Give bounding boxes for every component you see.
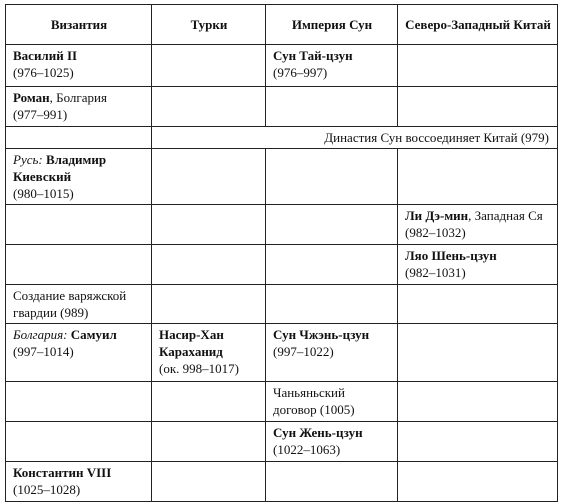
event-reunification: Династия Сун воссоединяет Китай (979): [152, 127, 558, 149]
ruler-name: Роман: [13, 90, 50, 105]
cell-northwest-china: [398, 382, 558, 422]
ruler-name: Владимир Киевский: [13, 152, 107, 184]
cell-turks: [152, 149, 266, 205]
cell-turks: [152, 462, 266, 502]
chronology-table: [5, 4, 558, 502]
ruler-years: (976–997): [273, 65, 328, 80]
cell-byzantium: [6, 205, 152, 245]
cell-turks: [152, 45, 266, 87]
cell-turks: [152, 87, 266, 127]
chronology-table-wrapper: [5, 4, 558, 502]
header-turks: Турки: [152, 5, 266, 45]
cell-byzantium: [6, 422, 152, 462]
cell-byzantium: [6, 149, 152, 205]
cell-turks: [152, 205, 266, 245]
table-row: [6, 127, 558, 149]
cell-song: [266, 324, 398, 382]
ruler-note: , Болгария: [49, 90, 107, 105]
ruler-years: (982–1031): [405, 265, 466, 280]
cell-northwest-china: [398, 45, 558, 87]
cell-northwest-china: [398, 87, 558, 127]
cell-byzantium: [6, 382, 152, 422]
table-row: [6, 45, 558, 87]
ruler-years: (1025–1028): [13, 482, 81, 497]
cell-turks: [152, 324, 266, 382]
cell-song: [266, 205, 398, 245]
table-row: [6, 462, 558, 502]
ruler-name: Сун Чжэнь-цзун: [273, 327, 370, 342]
cell-song: [266, 87, 398, 127]
ruler-years: (ок. 998–1017): [159, 361, 239, 376]
ruler-name: Сун Жень-цзун: [273, 425, 363, 440]
cell-byzantium: [6, 462, 152, 502]
ruler-years: (1022–1063): [273, 442, 341, 457]
region-prefix: Русь:: [13, 152, 43, 167]
ruler-note: , Западная Ся (982–1032): [405, 208, 543, 240]
ruler-name: Ли Дэ-мин: [405, 208, 469, 223]
cell-byzantium: [6, 45, 152, 87]
cell-song: [266, 285, 398, 324]
ruler-years: (977–991): [13, 107, 68, 122]
ruler-name: Сун Тай-цзун: [273, 48, 353, 63]
cell-song: [266, 462, 398, 502]
table-row: [6, 382, 558, 422]
table-row: [6, 324, 558, 382]
cell-northwest-china: [398, 462, 558, 502]
table-row: [6, 149, 558, 205]
ruler-name: Самуил: [70, 327, 117, 342]
cell-song: [266, 149, 398, 205]
ruler-years: (980–1015): [13, 186, 74, 201]
cell-northwest-china: [398, 149, 558, 205]
ruler-name: Константин VIII: [13, 465, 112, 480]
cell-song: [266, 245, 398, 285]
cell-northwest-china: [398, 205, 558, 245]
ruler-name: Насир-Хан Караханид: [159, 327, 224, 359]
header-song-empire: Империя Сун: [266, 5, 398, 45]
table-row: [6, 422, 558, 462]
cell-northwest-china: [398, 285, 558, 324]
cell-byzantium: [6, 87, 152, 127]
table-row: [6, 205, 558, 245]
ruler-name: Ляо Шень-цзун: [405, 248, 497, 263]
header-byzantium: Византия: [6, 5, 152, 45]
cell-byzantium: Создание варяжской гвардии (989): [6, 285, 152, 324]
ruler-years: (976–1025): [13, 65, 74, 80]
ruler-years: (997–1014): [13, 344, 74, 359]
table-row: [6, 285, 558, 324]
cell-byzantium: [6, 127, 152, 149]
ruler-name: Василий II: [13, 48, 78, 63]
cell-turks: [152, 422, 266, 462]
cell-song: [266, 45, 398, 87]
cell-byzantium: [6, 245, 152, 285]
header-row: [6, 5, 558, 45]
table-row: [6, 245, 558, 285]
cell-turks: [152, 285, 266, 324]
ruler-years: (997–1022): [273, 344, 334, 359]
cell-northwest-china: [398, 245, 558, 285]
cell-song: [266, 422, 398, 462]
cell-song: Чаньяньский договор (1005): [266, 382, 398, 422]
region-prefix: Болгария:: [13, 327, 68, 342]
cell-byzantium: [6, 324, 152, 382]
cell-northwest-china: [398, 422, 558, 462]
cell-turks: [152, 382, 266, 422]
cell-turks: [152, 245, 266, 285]
table-row: [6, 87, 558, 127]
header-northwest-china: Северо-Западный Китай: [398, 5, 558, 45]
cell-northwest-china: [398, 324, 558, 382]
